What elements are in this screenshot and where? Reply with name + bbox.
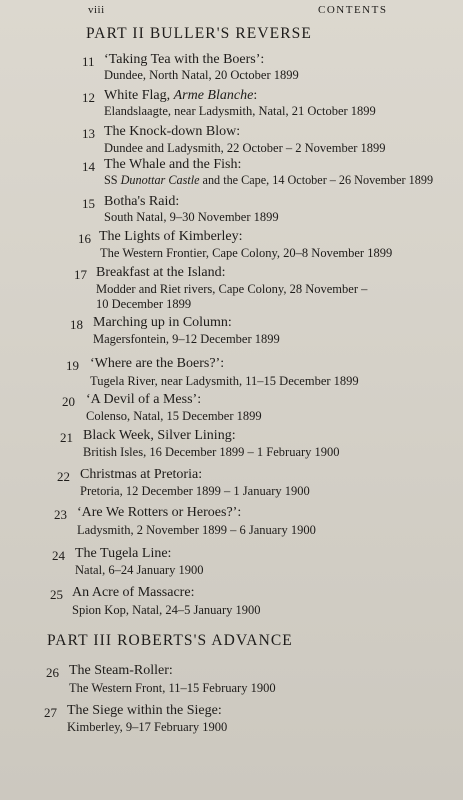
chapter-subtitle: Magersfontein, 9–12 December 1899	[93, 332, 280, 346]
chapter-number: 11	[82, 54, 95, 69]
chapter-number: 23	[54, 507, 67, 522]
chapter-title: Marching up in Column:	[93, 315, 232, 330]
chapter-number: 24	[52, 548, 65, 563]
chapter-subtitle-cont: 10 December 1899	[96, 297, 192, 311]
chapter-title: ‘Taking Tea with the Boers’:	[104, 52, 265, 67]
chapter-subtitle: Elandslaagte, near Ladysmith, Natal, 21 October 1899	[104, 104, 376, 118]
chapter-number: 19	[66, 358, 79, 373]
chapter-title: ‘Where are the Boers?’:	[90, 356, 225, 371]
chapter-title-italic: Arme Blanche	[173, 88, 254, 103]
chapter-title	[104, 88, 257, 104]
chapter-number: 18	[70, 317, 83, 332]
chapter-subtitle: Modder and Riet rivers, Cape Colony, 28 November –	[96, 282, 368, 296]
chapter-title: The Knock-down Blow:	[104, 124, 241, 139]
part-heading-iii: PART III ROBERTS'S ADVANCE	[47, 632, 293, 649]
part-heading-ii: PART II BULLER'S REVERSE	[86, 25, 312, 42]
chapter-number: 21	[60, 430, 73, 445]
subtitle-part: SS	[104, 173, 121, 187]
chapter-subtitle: The Western Front, 11–15 February 1900	[69, 681, 276, 695]
page-number: viii	[88, 4, 105, 16]
chapter-subtitle: Pretoria, 12 December 1899 – 1 January 1900	[80, 484, 310, 498]
chapter-number: 14	[82, 159, 95, 174]
chapter-subtitle: Natal, 6–24 January 1900	[75, 563, 204, 577]
chapter-title: The Siege within the Siege:	[67, 703, 222, 718]
chapter-number: 27	[44, 705, 57, 720]
chapter-title: ‘Are We Rotters or Heroes?’:	[77, 505, 242, 520]
chapter-title: Black Week, Silver Lining:	[83, 428, 236, 443]
chapter-number: 22	[57, 469, 70, 484]
chapter-subtitle: Colenso, Natal, 15 December 1899	[86, 409, 262, 423]
chapter-subtitle: Spion Kop, Natal, 24–5 January 1900	[72, 603, 261, 617]
chapter-title: The Tugela Line:	[75, 546, 172, 561]
subtitle-part: and the Cape, 14 October – 26 November 1899	[199, 173, 434, 187]
chapter-number: 20	[62, 394, 75, 409]
chapter-title: The Lights of Kimberley:	[99, 229, 243, 244]
chapter-title: Botha's Raid:	[104, 194, 180, 209]
chapter-number: 12	[82, 90, 95, 105]
chapter-title: The Steam-Roller:	[69, 663, 173, 678]
chapter-title: Christmas at Pretoria:	[80, 467, 203, 482]
chapter-subtitle	[104, 173, 433, 188]
chapter-title: An Acre of Massacre:	[72, 585, 195, 600]
chapter-subtitle: The Western Frontier, Cape Colony, 20–8 November 1899	[100, 246, 393, 260]
running-head: CONTENTS	[318, 4, 388, 16]
chapter-subtitle: South Natal, 9–30 November 1899	[104, 210, 279, 224]
ship-name-italic: Dunottar Castle	[120, 173, 200, 187]
chapter-title: ‘A Devil of a Mess’:	[86, 392, 202, 407]
chapter-subtitle: Kimberley, 9–17 February 1900	[67, 720, 228, 734]
chapter-subtitle: British Isles, 16 December 1899 – 1 February 1900	[83, 445, 340, 459]
chapter-subtitle: Ladysmith, 2 November 1899 – 6 January 1900	[77, 523, 316, 537]
chapter-subtitle: Dundee, North Natal, 20 October 1899	[104, 68, 299, 82]
chapter-subtitle: Tugela River, near Ladysmith, 11–15 December 1899	[90, 374, 359, 388]
chapter-number: 16	[78, 231, 91, 246]
chapter-number: 13	[82, 126, 95, 141]
chapter-number: 17	[74, 267, 87, 282]
chapter-number: 26	[46, 665, 59, 680]
chapter-number: 25	[50, 587, 63, 602]
chapter-number: 15	[82, 196, 95, 211]
chapter-title-part: White Flag,	[104, 88, 174, 103]
chapter-subtitle: Dundee and Ladysmith, 22 October – 2 November 1899	[104, 141, 386, 155]
chapter-title: Breakfast at the Island:	[96, 265, 226, 280]
chapter-title: The Whale and the Fish:	[104, 157, 242, 172]
chapter-title-part: :	[253, 88, 258, 103]
